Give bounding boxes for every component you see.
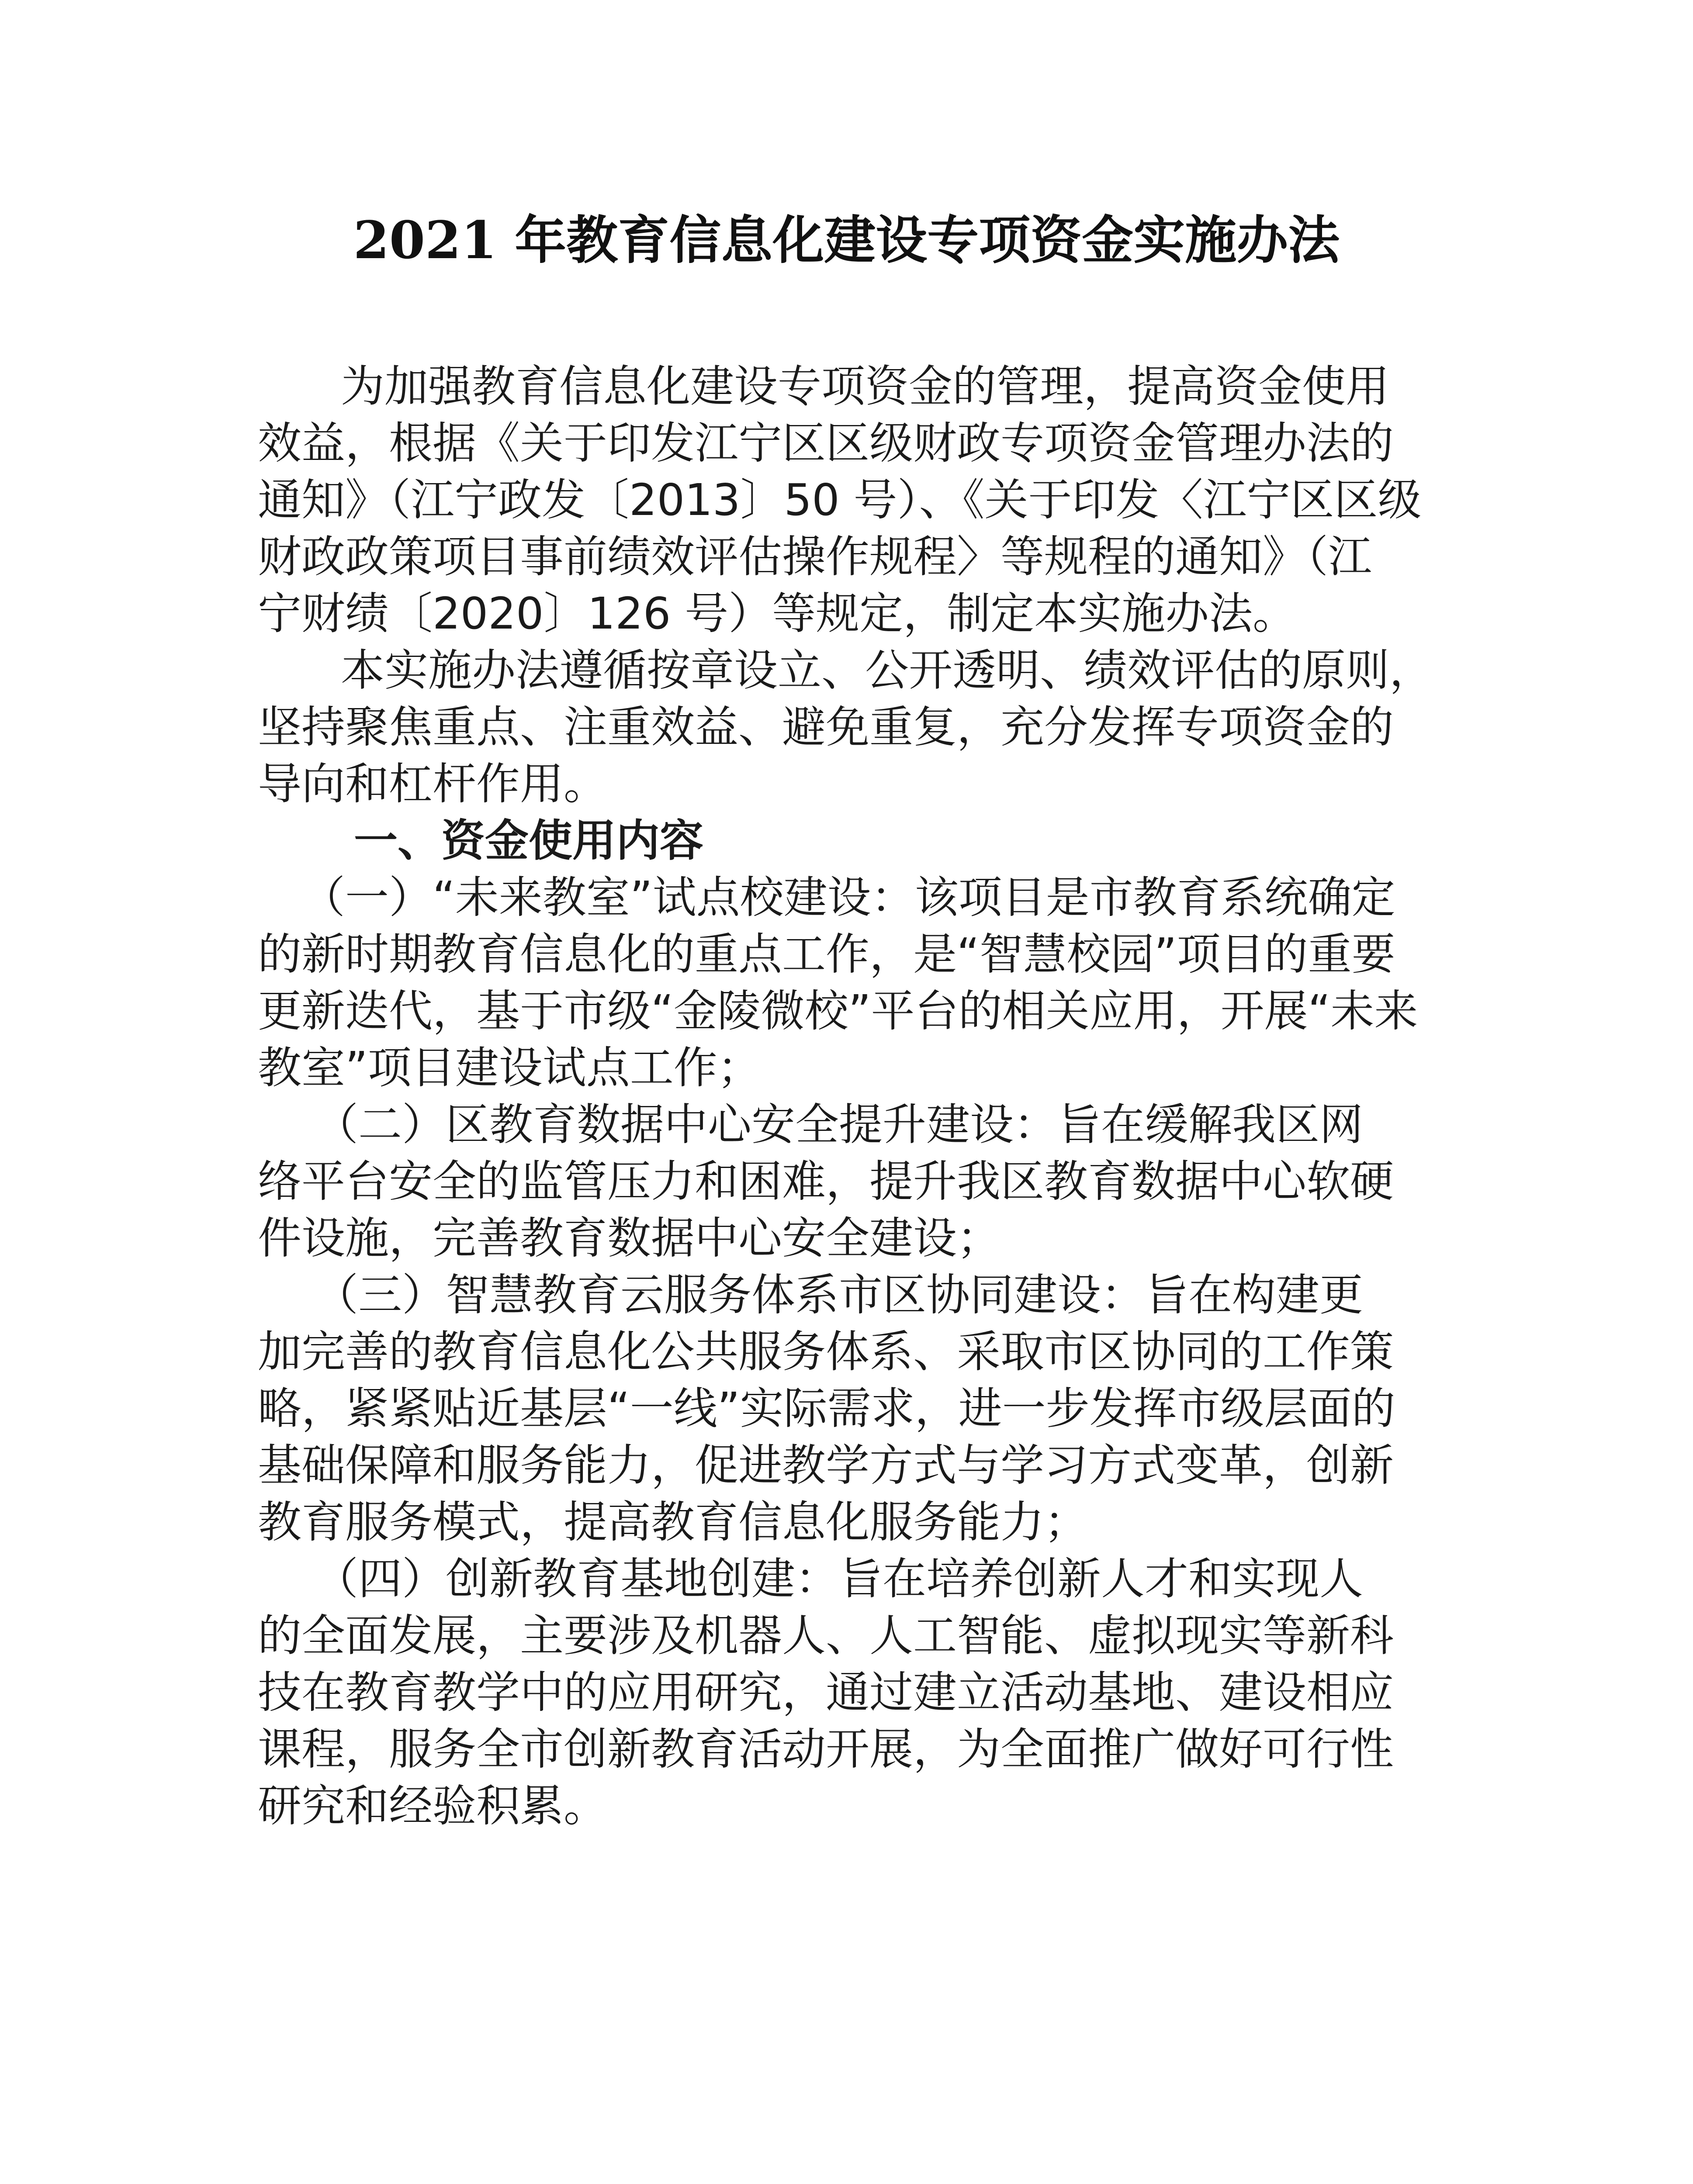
- paragraph-line: 略，紧紧贴近基层“一线”实际需求，进一步发挥市级层面的: [258, 1383, 1395, 1434]
- section-heading: 一、资金使用内容: [354, 815, 703, 866]
- paragraph-line: 课程，服务全市创新教育活动开展，为全面推广做好可行性: [258, 1724, 1394, 1775]
- paragraph-line: （二）区教育数据中心安全提升建设：旨在缓解我区网: [315, 1099, 1363, 1150]
- paragraph-line: 通知》（江宁政发〔2013〕50 号）、《关于印发〈江宁区区级: [258, 474, 1422, 525]
- document-title: 2021 年教育信息化建设专项资金实施办法: [353, 210, 1340, 270]
- paragraph-line: 本实施办法遵循按章设立、公开透明、绩效评估的原则，: [341, 645, 1433, 696]
- paragraph-line: 件设施，完善教育数据中心安全建设；: [258, 1213, 1001, 1264]
- paragraph-line: 宁财绩〔2020〕126 号）等规定，制定本实施办法。: [258, 588, 1297, 639]
- paragraph-line: 坚持聚焦重点、注重效益、避免重复，充分发挥专项资金的: [258, 702, 1394, 753]
- paragraph-line: 技在教育教学中的应用研究，通过建立活动基地、建设相应: [258, 1667, 1394, 1718]
- paragraph-line: 教室”项目建设试点工作；: [258, 1042, 761, 1093]
- paragraph-line: （一）“未来教室”试点校建设：该项目是市教育系统确定: [301, 872, 1395, 923]
- paragraph-line: 的全面发展，主要涉及机器人、人工智能、虚拟现实等新科: [258, 1610, 1394, 1661]
- paragraph-line: 更新迭代，基于市级“金陵微校”平台的相关应用，开展“未来: [258, 985, 1418, 1037]
- paragraph-line: 的新时期教育信息化的重点工作，是“智慧校园”项目的重要: [258, 929, 1395, 980]
- paragraph-line: （三）智慧教育云服务体系市区协同建设：旨在构建更: [315, 1269, 1363, 1320]
- paragraph-line: 为加强教育信息化建设专项资金的管理，提高资金使用: [341, 361, 1389, 412]
- paragraph-line: 财政政策项目事前绩效评估操作规程〉等规程的通知》（江: [258, 531, 1372, 582]
- paragraph-line: 效益，根据《关于印发江宁区区级财政专项资金管理办法的: [258, 418, 1394, 469]
- paragraph-line: 络平台安全的监管压力和困难，提升我区教育数据中心软硬: [258, 1156, 1394, 1207]
- paragraph-line: 导向和杠杆作用。: [258, 758, 607, 809]
- paragraph-line: 教育服务模式，提高教育信息化服务能力；: [258, 1496, 1088, 1548]
- paragraph-line: 基础保障和服务能力，促进教学方式与学习方式变革，创新: [258, 1440, 1394, 1491]
- paragraph-line: 加完善的教育信息化公共服务体系、采取市区协同的工作策: [258, 1326, 1394, 1377]
- paragraph-line: 研究和经验积累。: [258, 1780, 607, 1832]
- paragraph-line: （四）创新教育基地创建：旨在培养创新人才和实现人: [315, 1553, 1363, 1604]
